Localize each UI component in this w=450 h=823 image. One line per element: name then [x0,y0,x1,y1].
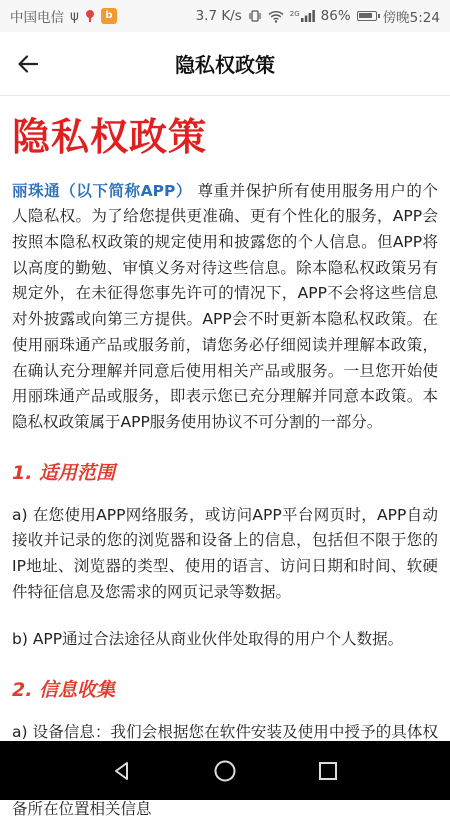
battery-percent: 86% [320,8,351,24]
app-bar [0,32,450,96]
collection-item-a: a) 设备信息：我们会根据您在软件安装及使用中授予的具体权 备所在位置相关信息 [12,723,438,819]
intro-text: 尊重并保护所有使用服务用户的个人隐私权。为了给您提供更准确、更有个性化的服务，APP会按照本隐私权政策的规定使用和披露您的个人信息。但APP将以高度的勤勉、审慎义务对待这些信息。除本隐私权政策另有规定外，在未征得您事先许可的情况下，APP不会将这些信息对外披露或向第三方提供。APP会不时更新本隐私权政策。在使用丽珠通产品或服务前，请您务必仔细阅读并理解本政策，在确认充分理解并同意后使用相关产品或服务。一旦您开始使用丽珠通产品或服务，即表示您已充分理解并同意本政策。本隐私权政策属于APP服务使用协议不可分割的一部分。 [12,181,438,431]
app-badge-icon: b [101,8,117,24]
scope-item-a: a) 在您使用APP网络服务，或访问APP平台网页时，APP自动接收并记录的您的浏览器和设备上的信息，包括但不限于您的IP地址、浏览器的类型、使用的语言、访问日期和时间、软硬件特征信息及您需求的网页记录等数据。 [12,505,438,601]
clock: 傍晚5:24 [382,10,440,26]
usb-icon: ψ [70,8,79,24]
nav-home-button[interactable] [205,751,245,791]
nav-back-button[interactable] [102,751,142,791]
page-title: 隐私权政策 [175,53,275,77]
signal-icon [290,10,315,22]
status-bar [0,0,450,32]
system-nav-bar [0,741,450,800]
battery-fill [359,13,372,18]
nav-home-icon [213,759,237,783]
section-title-scope: 1. 适用范围 [12,461,116,484]
nav-recents-icon [318,761,338,781]
battery-icon [357,11,377,21]
policy-heading: 隐私权政策 [12,115,208,159]
status-right [196,6,440,26]
carrier-label: 中国电信 [10,10,64,26]
back-button[interactable] [0,32,56,96]
section-title-collection: 2. 信息收集 [12,679,116,702]
network-type: 2G [289,10,300,18]
wifi-icon [268,10,284,23]
scope-item-b: b) APP通过合法途径从商业伙伴处取得的用户个人数据。 [12,630,404,649]
vibrate-icon [248,9,262,23]
back-arrow-icon [17,53,39,75]
brand-link[interactable]: 丽珠通（以下简称APP） [12,181,192,200]
intro-paragraph [12,179,438,436]
policy-content[interactable] [0,97,450,819]
status-left [10,6,117,26]
nav-recents-button[interactable] [308,751,348,791]
network-speed: 3.7 K/s [195,8,242,24]
location-pin-icon [85,10,95,22]
nav-back-icon [111,760,133,782]
